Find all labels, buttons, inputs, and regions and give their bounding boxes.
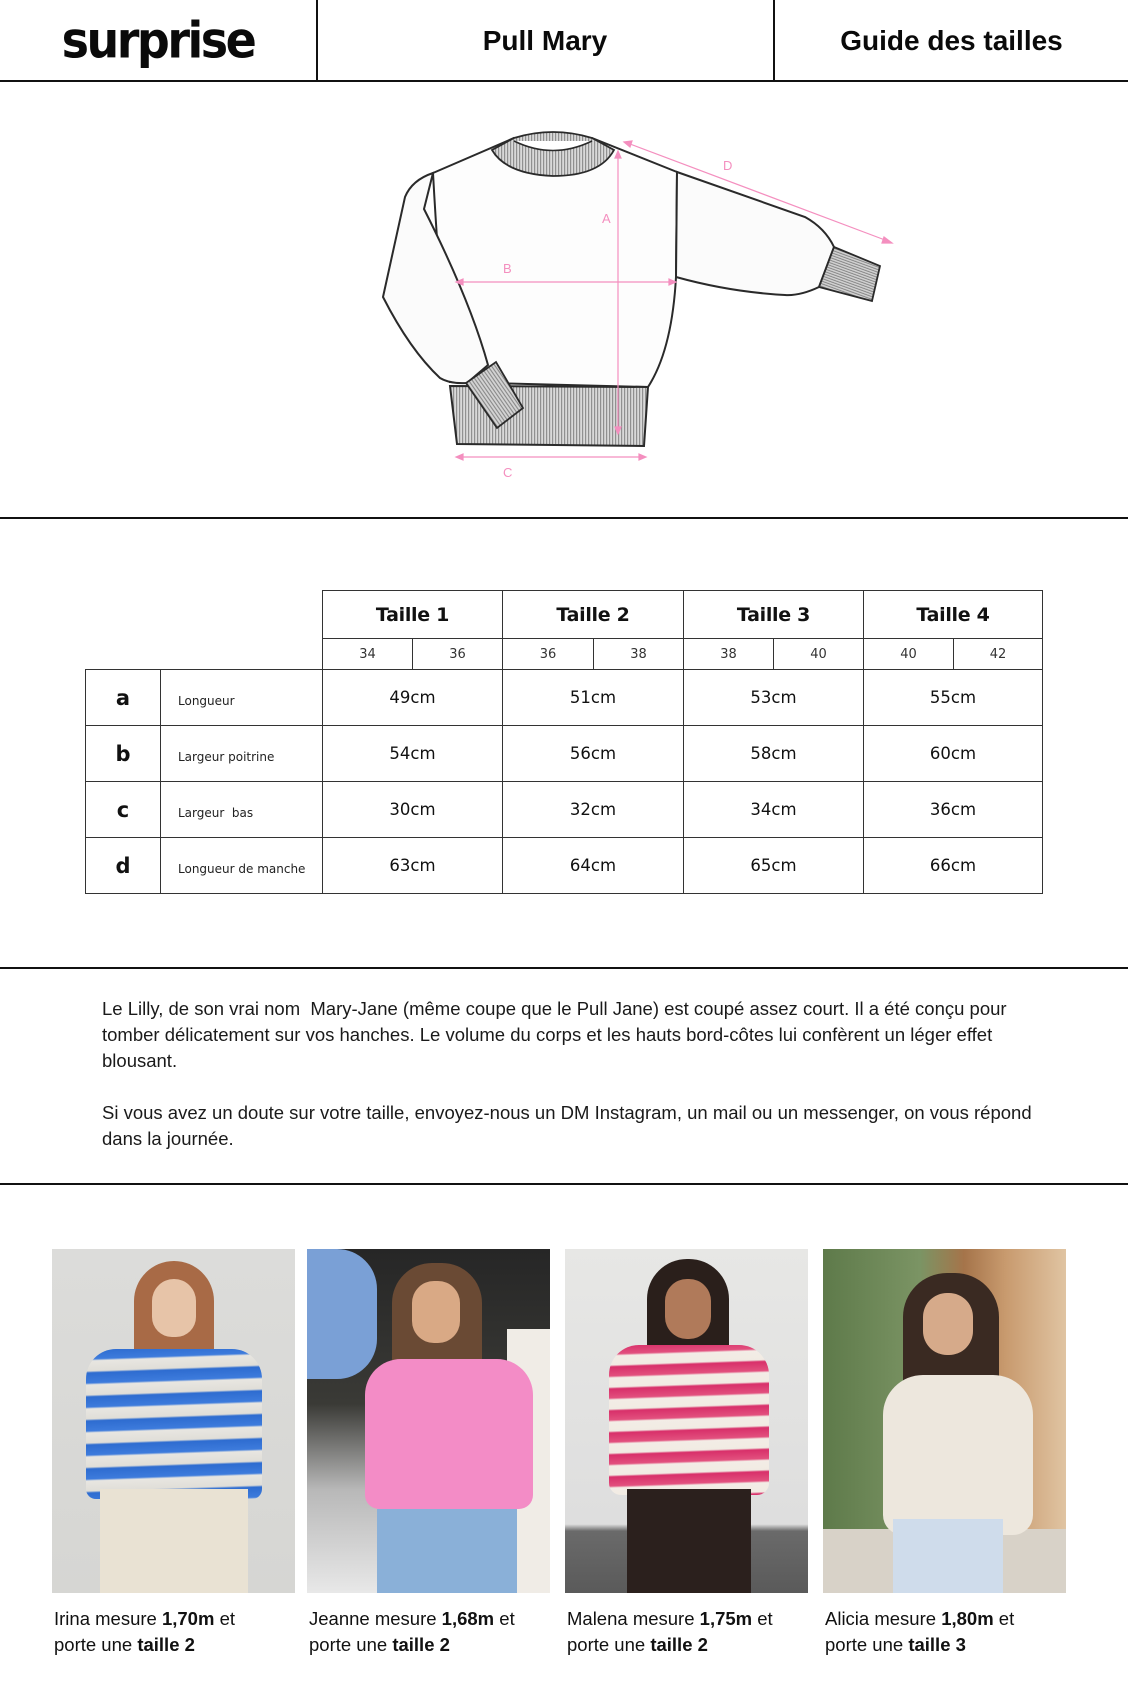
caption-text: Irina mesure — [54, 1608, 162, 1629]
row-value: 55cm — [863, 669, 1043, 726]
row-value: 49cm — [322, 669, 503, 726]
section-divider — [0, 967, 1128, 969]
model-photo-alicia — [823, 1249, 1066, 1593]
fr-size: 40 — [773, 638, 864, 670]
caption-text: et — [752, 1608, 773, 1629]
row-measurement-name: Largeur bas — [160, 781, 323, 838]
row-value: 63cm — [322, 837, 503, 894]
caption-text: Malena mesure — [567, 1608, 700, 1629]
row-letter: a — [85, 669, 161, 726]
model-photo-malena — [565, 1249, 808, 1593]
row-value: 36cm — [863, 781, 1043, 838]
size-header-taille-3: Taille 3 — [683, 590, 864, 639]
section-divider — [0, 517, 1128, 519]
measure-d-label: D — [723, 158, 733, 173]
measure-a-label: A — [602, 211, 611, 226]
model-size: taille 2 — [137, 1634, 195, 1655]
section-divider — [0, 1183, 1128, 1185]
model-photo-irina — [52, 1249, 295, 1593]
row-value: 60cm — [863, 725, 1043, 782]
model-photo-jeanne — [307, 1249, 550, 1593]
model-caption — [825, 1606, 1075, 1658]
row-value: 65cm — [683, 837, 864, 894]
row-value: 51cm — [502, 669, 684, 726]
row-value: 30cm — [322, 781, 503, 838]
sweater-measurement-diagram — [0, 82, 1128, 516]
measure-c-label: C — [503, 465, 513, 480]
row-measurement-name: Longueur de manche — [160, 837, 323, 894]
measure-b-label: B — [503, 261, 512, 276]
row-value: 66cm — [863, 837, 1043, 894]
brand-logo[interactable] — [60, 8, 256, 73]
size-header-taille-2: Taille 2 — [502, 590, 684, 639]
row-letter: d — [85, 837, 161, 894]
caption-text: et — [494, 1608, 515, 1629]
size-table — [85, 590, 1043, 894]
page-title: Guide des tailles — [840, 24, 1063, 56]
model-caption — [54, 1606, 304, 1658]
caption-text: porte une — [54, 1634, 138, 1655]
model-caption — [309, 1606, 559, 1658]
model-height: 1,70m — [161, 1608, 215, 1629]
row-value: 54cm — [322, 725, 503, 782]
model-caption — [567, 1606, 817, 1658]
fr-size: 34 — [322, 638, 413, 670]
row-measurement-name: Longueur — [160, 669, 323, 726]
model-height: 1,80m — [941, 1608, 994, 1629]
row-value: 34cm — [683, 781, 864, 838]
fr-size: 42 — [953, 638, 1043, 670]
caption-text: porte une — [309, 1634, 393, 1655]
model-size: taille 3 — [908, 1634, 966, 1655]
fr-size: 40 — [863, 638, 954, 670]
model-height: 1,75m — [699, 1608, 753, 1629]
size-header-taille-1: Taille 1 — [322, 590, 503, 639]
caption-text: porte une — [567, 1634, 651, 1655]
model-height: 1,68m — [441, 1608, 495, 1629]
row-letter: c — [85, 781, 161, 838]
model-size: taille 2 — [392, 1634, 450, 1655]
caption-text: et — [214, 1608, 236, 1629]
fit-description — [102, 996, 1032, 1178]
row-value: 56cm — [502, 725, 684, 782]
product-title: Pull Mary — [482, 24, 608, 56]
row-measurement-name: Largeur poitrine — [160, 725, 323, 782]
fr-size: 36 — [502, 638, 594, 670]
caption-text: porte une — [825, 1634, 909, 1655]
fit-description-paragraph: Le Lilly, de son vrai nom Mary-Jane (même coupe que le Pull Jane) est coupé assez court. Il a été conçu pour tomber délicatement sur vos hanches. Le volume du corps et les hauts bord-côtes lui confèrent un léger effet blousant. — [102, 998, 1012, 1071]
row-value: 58cm — [683, 725, 864, 782]
row-value: 32cm — [502, 781, 684, 838]
model-size: taille 2 — [650, 1634, 708, 1655]
fr-size: 38 — [683, 638, 774, 670]
size-header-taille-4: Taille 4 — [863, 590, 1043, 639]
caption-text: et — [993, 1608, 1015, 1629]
caption-text: Jeanne mesure — [309, 1608, 442, 1629]
fr-size: 38 — [593, 638, 684, 670]
size-help-paragraph: Si vous avez un doute sur votre taille, envoyez-nous un DM Instagram, un mail ou un messenger, on vous répond dans la journée. — [102, 1102, 1032, 1149]
caption-text: Alicia mesure — [825, 1608, 942, 1629]
fr-size: 36 — [412, 638, 503, 670]
brand-logo-text: surprise — [61, 10, 255, 70]
row-value: 53cm — [683, 669, 864, 726]
row-value: 64cm — [502, 837, 684, 894]
row-letter: b — [85, 725, 161, 782]
